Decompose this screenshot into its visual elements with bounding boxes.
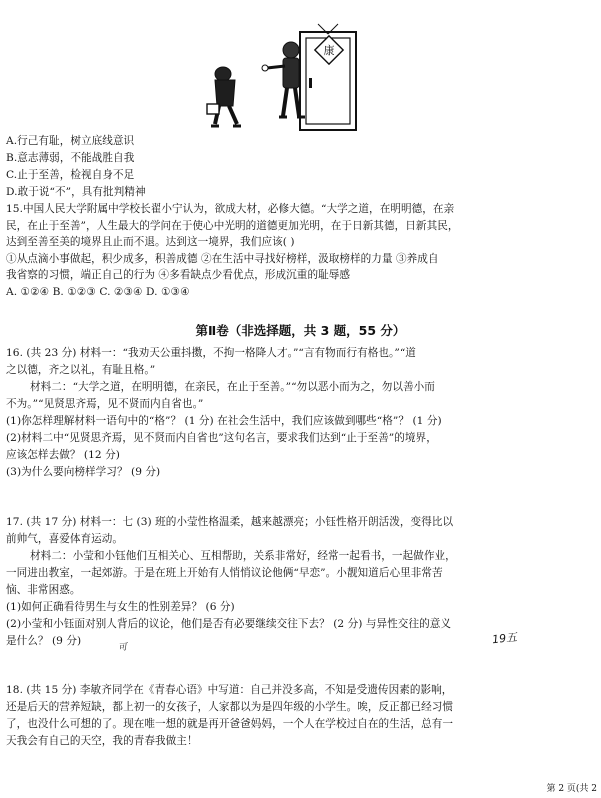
section-2-title: 第Ⅱ卷（非选择题，共 3 题，55 分）	[195, 323, 406, 338]
q16-question1: (1)你怎样理解材料一语句中的“格”？ (1 分) 在社会生活中，我们应该做到哪些“格”？ (1 分)	[6, 415, 442, 427]
door-icon	[300, 24, 356, 130]
q17-material2-line3: 恼、非常困惑。	[6, 584, 81, 596]
q17-question2-line1: (2)小莹和小钰面对别人背后的议论，他们是否有必要继续交往下去？ (2 分) 与异性交往的意义	[6, 618, 452, 630]
q15-stem-line2: 民，在止于至善”，人生最大的学问在于使心中光明的道德更加光明，在于日新其德，日新其民，	[6, 220, 459, 232]
page-number: 第 2 页(共 2	[546, 784, 597, 794]
man-blocking-figure	[262, 42, 305, 117]
q16-material1-line2: 之以德，齐之以礼，有耻且格。”	[6, 364, 156, 376]
handwritten-note-mark: 可	[117, 642, 128, 654]
q16-question3: (3)为什么要向榜样学习？ (9 分)	[6, 466, 161, 478]
door-plaque-character: 康	[323, 44, 335, 57]
q14-option-d: D.敢于说“不”，具有批判精神	[6, 186, 146, 198]
q16-material2-line1: 材料二：“大学之道，在明明德，在亲民，在止于至善。”“勿以恶小而为之，勿以善小而	[30, 381, 435, 393]
q15-statement-line1: ①从点滴小事做起，积少成多，积善成德 ②在生活中寻找好榜样，汲取榜样的力量 ③养成自	[6, 253, 439, 265]
q18-material-line4: 天我会有自己的天空，我的青春我做主！	[6, 735, 198, 747]
q14-option-c: C.止于至善，检视自身不足	[6, 169, 135, 181]
q17-material1-line1: 17. (共 17 分) 材料一：七 (3) 班的小莹性格温柔，越来越漂亮；小钰性格开朗活泼，变得比以	[6, 516, 454, 528]
q18-material-line1: 18. (共 15 分) 李敏齐同学在《青春心语》中写道：自己并没多高，不知是受遗传因素的影响，	[6, 684, 453, 696]
man-walking-figure	[207, 67, 241, 126]
handwritten-note-score: 19五	[491, 630, 518, 647]
q15-statement-line2: 我省察的习惯，端正自己的行为 ④多看缺点少看优点，形成沉重的耻辱感	[6, 269, 351, 281]
q14-option-a: A.行己有耻，树立底线意识	[6, 135, 135, 147]
q17-question1: (1)如何正确看待男生与女生的性别差异？ (6 分)	[6, 601, 235, 613]
q15-stem-line3: 达到至善至美的境界且止而不退。达到这一境界，我们应该( )	[6, 236, 295, 248]
q15-options: A. ①②④ B. ①②③ C. ②③④ D. ①③④	[6, 286, 190, 298]
q16-material1-line1: 16. (共 23 分) 材料一：“我劝天公重抖擞，不拘一格降人才。”“言有物而行有格也。”“道	[6, 347, 416, 359]
q16-material2-line2: 不为。”“见贤思齐焉，见不贤而内自省也。”	[6, 398, 204, 410]
q17-material2-line2: 一同进出教室，一起郊游。于是在班上开始有人悄悄议论他俩“早恋”。小靓知道后心里非常苦	[6, 567, 443, 579]
briefcase-icon	[207, 104, 219, 114]
cartoon-illustration	[205, 20, 365, 132]
q17-question2-line2: 是什么？ (9 分)	[6, 635, 82, 647]
q16-question2-line2: 应该怎样去做？ (12 分)	[6, 449, 120, 461]
q16-question2-line1: (2)材料二中“见贤思齐焉，见不贤而内自省也”这句名言，要求我们达到“止于至善”的境界，	[6, 432, 437, 444]
q14-option-b: B.意志薄弱，不能战胜自我	[6, 152, 135, 164]
q17-material2-line1: 材料二：小莹和小钰他们互相关心、互相帮助，关系非常好，经常一起看书，一起做作业，	[30, 550, 456, 562]
q18-material-line2: 还是后天的营养短缺，都上初一的女孩子，人家都以为是四年级的小学生。唉，反正都已经习惯	[6, 701, 454, 713]
q18-material-line3: 了，也没什么可想的了。现在唯一想的就是再开爸爸妈妈，一个人在学校过自在的生活，总有一	[6, 718, 454, 730]
q15-stem-line1: 15.中国人民大学附属中学校长翟小宁认为，欲成大材，必修大德。“大学之道，在明明德，在亲	[6, 203, 455, 215]
q17-material1-line2: 前帅气，喜爱体育运动。	[6, 533, 124, 545]
